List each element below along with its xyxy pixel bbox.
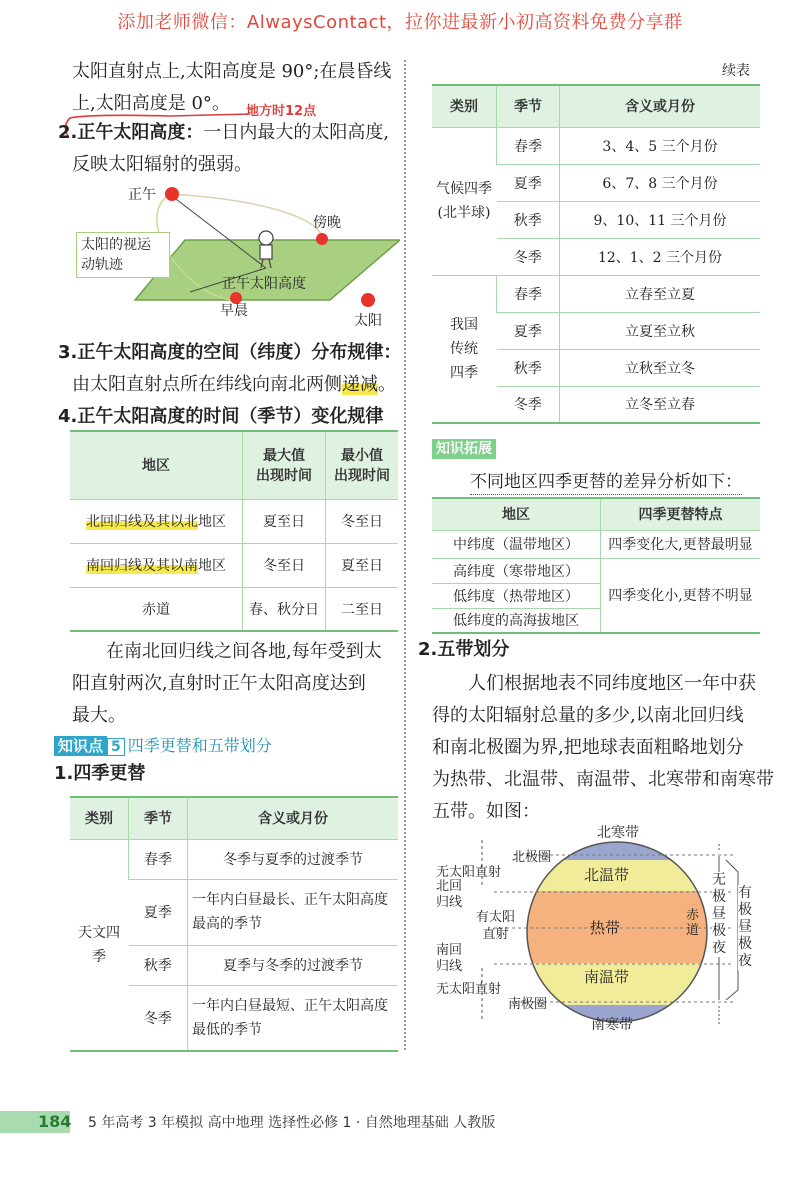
- table-row: 秋季 立秋至立冬: [432, 349, 760, 386]
- direct-sun-label: 有太阳 直射: [476, 910, 516, 942]
- noon-sun-icon: [165, 187, 179, 201]
- item4-heading: 4.正午太阳高度的时间（季节）变化规律: [58, 406, 384, 427]
- table-row: 中纬度（温带地区） 四季变化大,更替最明显: [432, 530, 760, 558]
- table-row: 北回归线及其以北地区 夏至日 冬至日: [70, 499, 398, 543]
- table-row: 赤道 春、秋分日 二至日: [70, 587, 398, 631]
- intro-line-2: 上,太阳高度是 0°。: [72, 93, 230, 114]
- table-row: 冬季 一年内白昼最短、正午太阳高度最低的季节: [70, 985, 398, 1051]
- section-four-seasons: 1.四季更替: [54, 763, 146, 784]
- table-row: 低纬度（热带地区）: [432, 583, 760, 608]
- handwritten-annotation: 地方时12点: [246, 104, 317, 119]
- knowledge-extension-tag: 知识拓展: [432, 438, 496, 458]
- item3-text: 由太阳直射点所在纬线向南北两侧递减。: [72, 374, 396, 395]
- sun-path-label: 太阳的视运 动轨迹: [76, 232, 170, 278]
- no-direct-north-label: 无太阳直射: [436, 865, 502, 880]
- zones-para-5: 五带。如图：: [432, 801, 540, 822]
- table-row: 夏季 立夏至立秋: [432, 312, 760, 349]
- item2-text: 一日内最大的太阳高度,: [203, 122, 390, 143]
- table-row: 南回归线及其以南地区 冬至日 夏至日: [70, 543, 398, 587]
- item3-heading: 3.正午太阳高度的空间（纬度）分布规律：: [58, 342, 402, 363]
- table-row: 秋季 9、10、11 三个月份: [432, 201, 760, 238]
- morning-label: 早晨: [220, 303, 248, 319]
- table-row: 我国传统四季 春季 立春至立夏: [432, 275, 760, 312]
- tropic-cancer-label: 北回 归线: [436, 879, 463, 910]
- zones-para-1: 人们根据地表不同纬度地区一年中获: [468, 673, 756, 694]
- zones-para-3: 和南北极圈为界,把地球表面粗略地划分: [432, 737, 744, 758]
- noon-height-table: 地区 最大值 出现时间 最小值 出现时间 北回归线及其以北地区 夏至日 冬至日 南回归线及其以南地区 冬至日 夏至日 赤道 春、秋分日 二至日: [70, 430, 398, 632]
- north-temperate-label: 北温带: [584, 866, 630, 884]
- tropic-capricorn-label: 南回 归线: [436, 943, 463, 974]
- seasons-table-continued: 类别 季节 含义或月份 气候四季(北半球) 春季 3、4、5 三个月份 夏季 6、7、8 三个月份 秋季 9、10、11 三个月份 冬季 12、1、2 三个月份 我国传统四季 春季 立春至立夏 夏季 立夏至立秋 秋季 立秋至立冬 冬季 立冬至立春: [432, 84, 760, 424]
- table-row: 高纬度（寒带地区） 四季变化小,更替不明显: [432, 558, 760, 583]
- evening-label: 傍晚: [313, 215, 341, 231]
- sun-legend-icon: [361, 293, 375, 307]
- para-line-1: 在南北回归线之间各地,每年受到太: [106, 641, 382, 662]
- south-temperate-label: 南温带: [584, 968, 630, 986]
- noon-label: 正午: [128, 187, 156, 203]
- para-line-2: 阳直射两次,直射时正午太阳高度达到: [72, 673, 366, 694]
- table-row: 气候四季(北半球) 春季 3、4、5 三个月份: [432, 127, 760, 164]
- column-divider: [404, 60, 406, 1050]
- no-polar-day-night-label: 无极昼极夜: [712, 872, 726, 956]
- section-five-zones: 2.五带划分: [418, 639, 510, 660]
- continued-label: 续表: [722, 63, 750, 79]
- tropical-label: 热带: [590, 919, 621, 937]
- no-direct-south-label: 无太阳直射: [436, 982, 502, 997]
- item2-heading: 2.正午太阳高度：: [58, 122, 204, 143]
- south-frigid-label: 南寒带: [591, 1017, 633, 1033]
- footer-text: 5 年高考 3 年模拟 高中地理 选择性必修 1 · 自然地理基础 人教版: [88, 1115, 496, 1131]
- equator-label: 赤道: [686, 908, 700, 938]
- watermark: 添加老师微信：AlwaysContact，拉你进最新小初高资料免费分享群: [117, 12, 683, 33]
- table-row: 夏季 6、7、8 三个月份: [432, 164, 760, 201]
- table-row: 夏季 一年内白昼最长、正午太阳高度最高的季节: [70, 879, 398, 945]
- antarctic-circle-label: 南极圈: [508, 997, 548, 1012]
- table-row: 冬季 12、1、2 三个月份: [432, 238, 760, 275]
- knowledge-point-header: 知识点 5 四季更替和五带划分: [54, 733, 272, 756]
- has-polar-day-night-label: 有极昼极夜: [738, 885, 752, 969]
- noon-height-label: 正午太阳高度: [222, 276, 306, 292]
- north-frigid-label: 北寒带: [597, 825, 639, 841]
- season-difference-table: 地区 四季更替特点 中纬度（温带地区） 四季变化大,更替最明显 高纬度（寒带地区） 四季变化小,更替不明显 低纬度（热带地区） 低纬度的高海拔地区: [432, 497, 760, 634]
- evening-sun-icon: [316, 233, 328, 245]
- item2-line-2: 反映太阳辐射的强弱。: [72, 154, 252, 175]
- zones-para-4: 为热带、北温带、南温带、北寒带和南寒带: [432, 769, 774, 790]
- para-line-3: 最大。: [72, 705, 126, 726]
- table-row: 冬季 立冬至立春: [432, 386, 760, 423]
- astronomical-seasons-table: 类别 季节 含义或月份 天文四季 春季 冬季与夏季的过渡季节 夏季 一年内白昼最长、正午太阳高度最高的季节 秋季 夏季与冬季的过渡季节 冬季 一年内白昼最短、正午太阳高度最低的季节: [70, 796, 398, 1052]
- table-row: 天文四季 春季 冬季与夏季的过渡季节: [70, 839, 398, 879]
- table-row: 秋季 夏季与冬季的过渡季节: [70, 945, 398, 985]
- arctic-circle-label: 北极圈: [512, 850, 552, 865]
- sun-label: 太阳: [354, 313, 382, 329]
- intro-line-1: 太阳直射点上,太阳高度是 90°;在晨昏线: [72, 61, 392, 82]
- table-row: 低纬度的高海拔地区: [432, 608, 760, 633]
- extension-intro: 不同地区四季更替的差异分析如下：: [470, 467, 742, 495]
- page-number: 184: [38, 1112, 72, 1131]
- zones-para-2: 得的太阳辐射总量的多少,以南北回归线: [432, 705, 744, 726]
